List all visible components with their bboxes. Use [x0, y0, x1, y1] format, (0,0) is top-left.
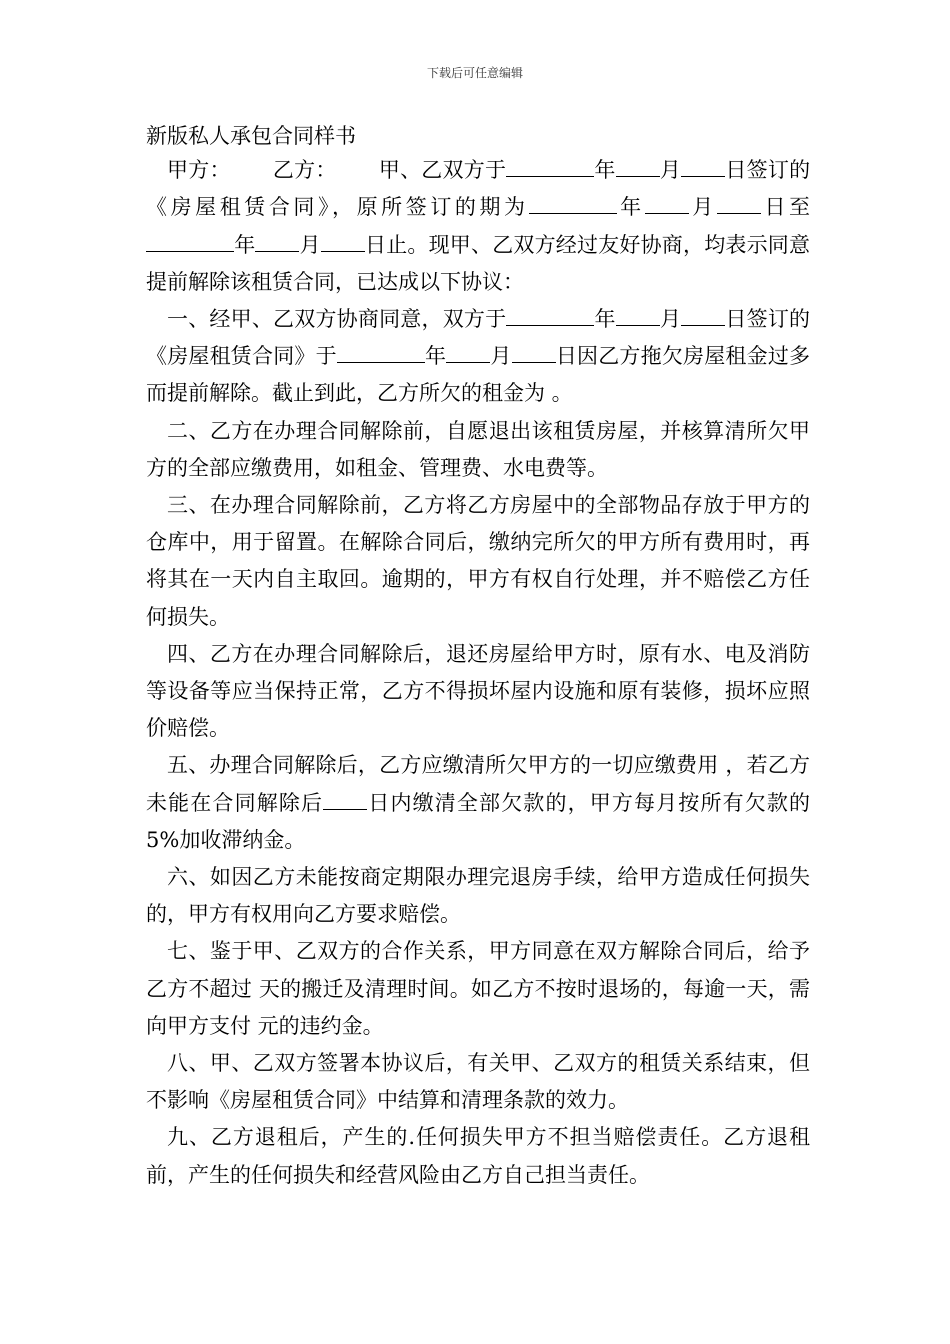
page-header: 下载后可任意编辑 [426, 66, 523, 80]
blank-line [616, 307, 660, 326]
blank-line [512, 344, 556, 363]
blank-line [616, 158, 660, 177]
clause-6: 六、如因乙方未能按商定期限办理完退房手续，给甲方造成任何损失的，甲方有权用向乙方要求赔偿。 [146, 865, 810, 927]
clause-2: 二、乙方在办理合同解除前，自愿退出该租赁房屋，并核算清所欠甲方的全部应缴费用，如租金、管理费、水电费等。 [146, 418, 810, 480]
blank-line [321, 233, 365, 252]
blank-line [446, 344, 490, 363]
blank-line [506, 158, 594, 177]
blank-line [681, 158, 725, 177]
blank-line [645, 195, 689, 214]
party-b-label: 乙方： [272, 158, 337, 183]
blank-line [255, 233, 299, 252]
blank-line [717, 195, 761, 214]
blank-line [337, 344, 425, 363]
clause-1: 一、经甲、乙双方协商同意，双方于 年 月 日签订的《房屋租赁合同》于 年 月 日因乙方拖欠房屋租金过多而提前解除。截止到此，乙方所欠的租金为 。 [146, 307, 811, 406]
document-body [146, 118, 810, 1194]
blank-line [529, 195, 617, 214]
blank-line [323, 791, 367, 810]
blank-line [146, 233, 234, 252]
clause-3: 三、在办理合同解除前，乙方将乙方房屋中的全部物品存放于甲方的仓库中，用于留置。在解除合同后，缴纳完所欠的甲方所有费用时，再将其在一天内自主取回。逾期的，甲方有权自行处理，并不赔偿乙方任何损失。 [146, 493, 810, 629]
clause-4: 四、乙方在办理合同解除后，退还房屋给甲方时，原有水、电及消防等设备等应当保持正常，乙方不得损坏屋内设施和原有装修，损坏应照价赔偿。 [146, 641, 810, 741]
blank-line [506, 307, 594, 326]
party-a-label: 甲方： [167, 158, 231, 183]
paragraph-intro: 甲方： 乙方： 甲、乙双方于 年 月 日签订的《房屋租赁合同》，原所签订的期为 年 月 日至年 月 日止。现甲、乙双方经过友好协商，均表示同意提前解除该租赁合同，已达成以下协议： [146, 158, 811, 294]
document-title: 新版私人承包合同样书 [146, 124, 356, 148]
blank-line [681, 307, 725, 326]
clause-7: 七、鉴于甲、乙双方的合作关系，甲方同意在双方解除合同后，给予乙方不超过 天的搬迁及清理时间。如乙方不按时退场的，每逾一天，需向甲方支付 元的违约金。 [146, 939, 810, 1038]
clause-5: 五、办理合同解除后，乙方应缴清所欠甲方的一切应缴费用 ，若乙方未能在合同解除后 日内缴清全部欠款的，甲方每月按所有欠款的 5%加收滞纳金。 [146, 753, 811, 852]
clause-9: 九、乙方退租后，产生的.任何损失甲方不担当赔偿责任。乙方退租前，产生的任何损失和经营风险由乙方自己担当责任。 [146, 1125, 810, 1187]
clause-8: 八、甲、乙双方签署本协议后，有关甲、乙双方的租赁关系结束，但不影响《房屋租赁合同》中结算和清理条款的效力。 [146, 1051, 810, 1113]
